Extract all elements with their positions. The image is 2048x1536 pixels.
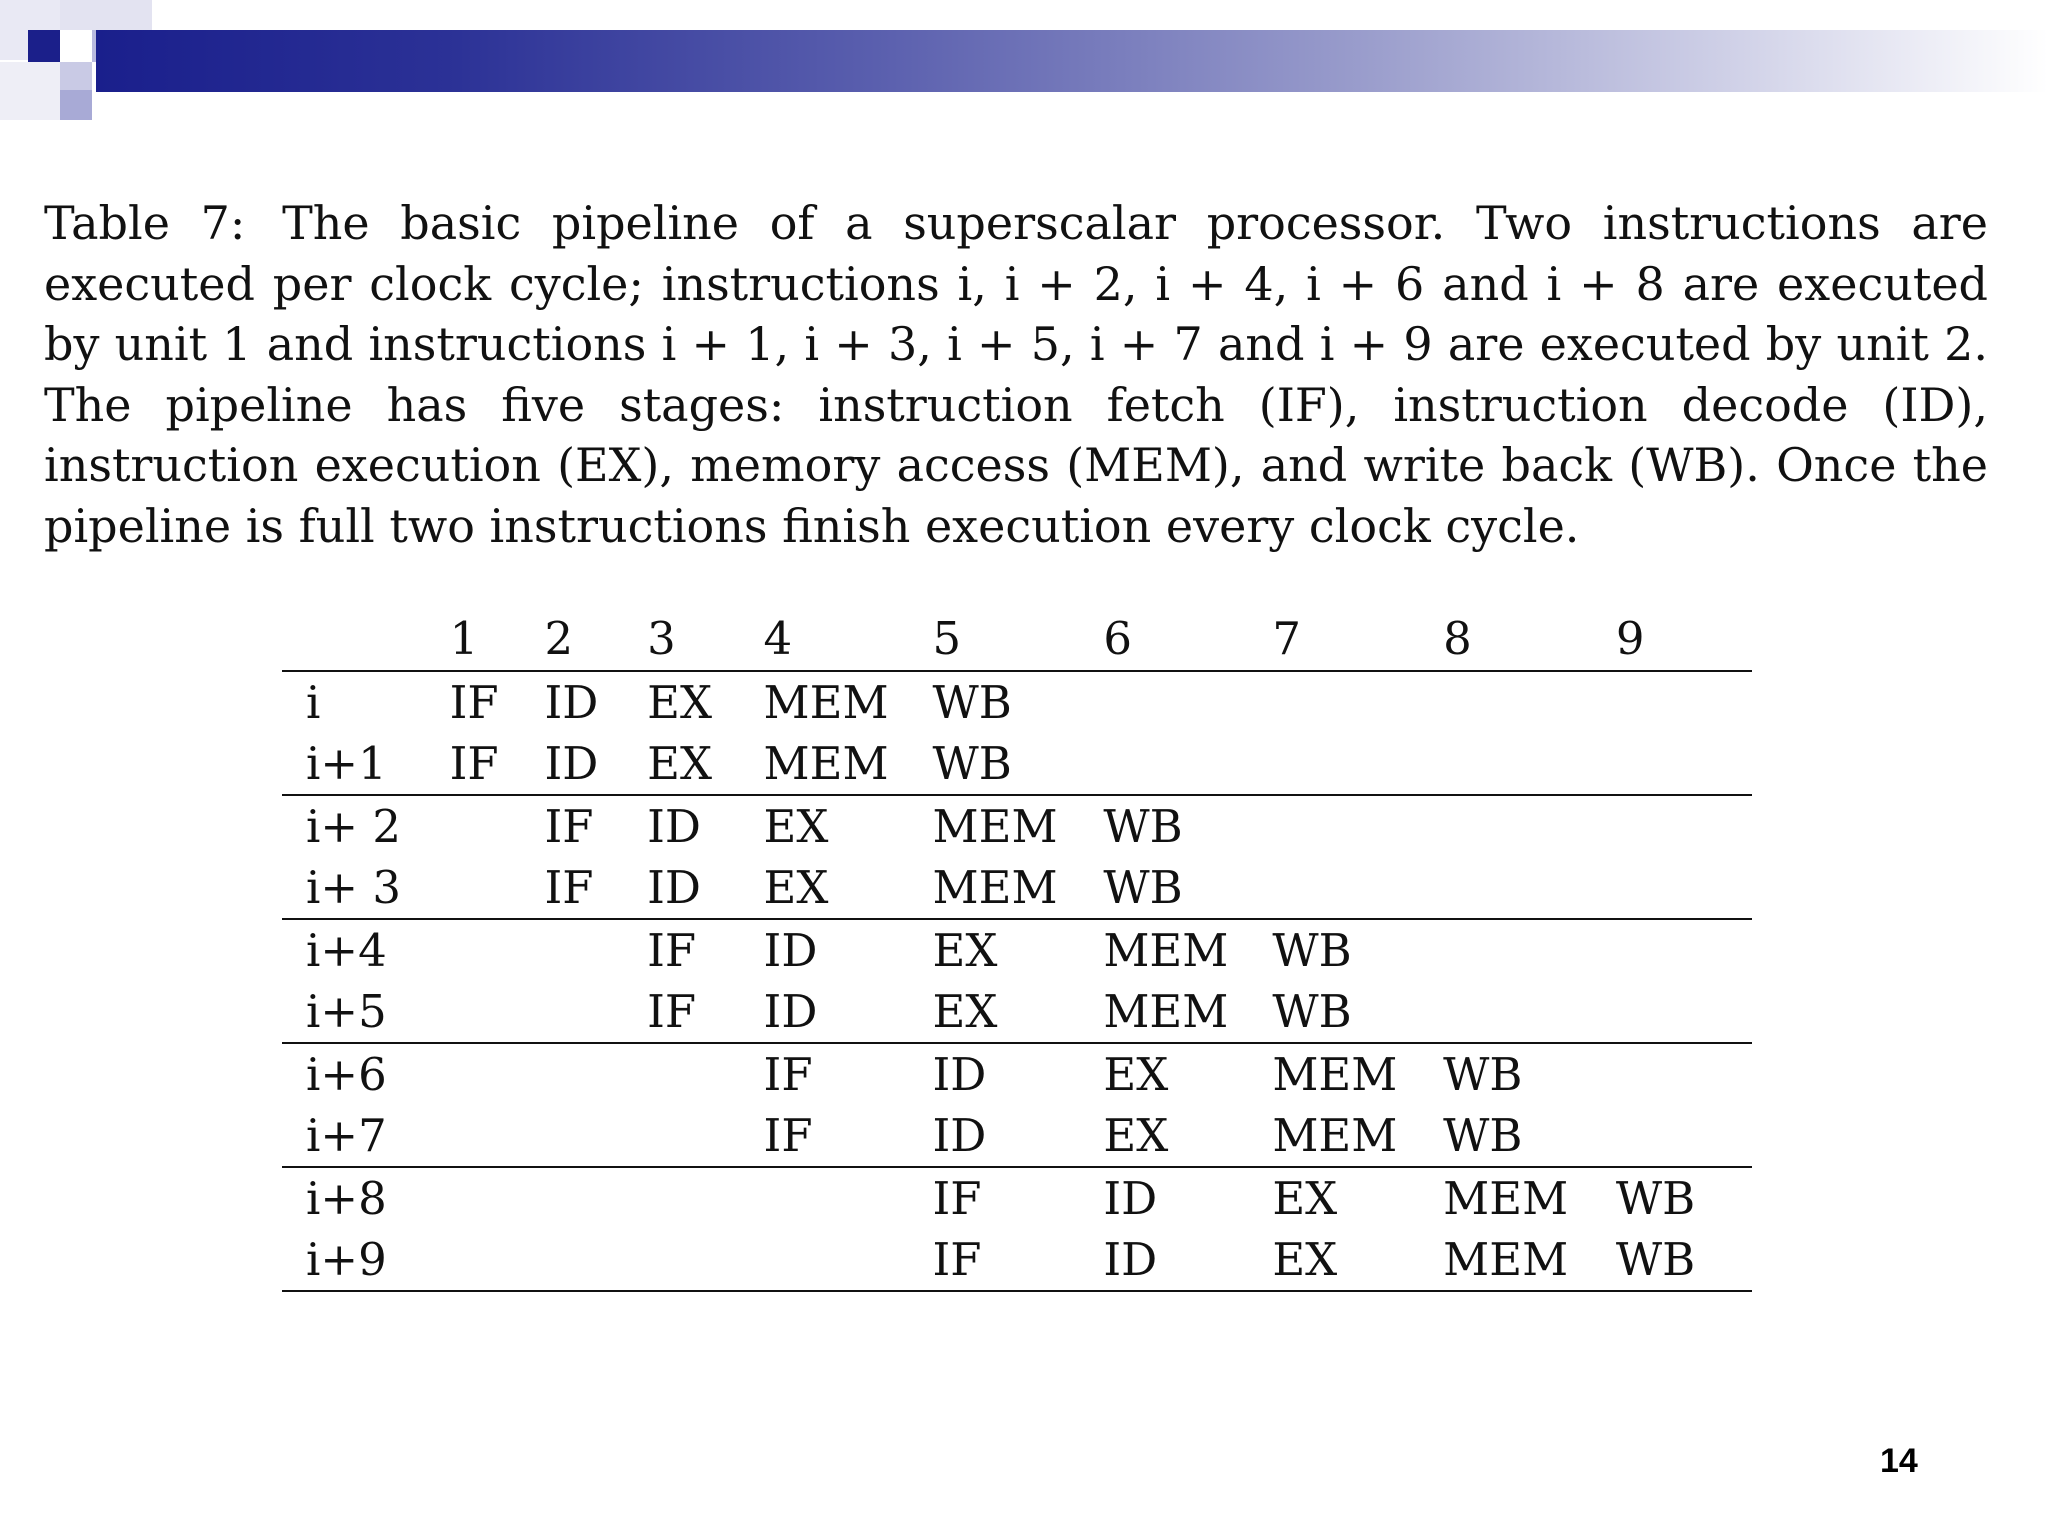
stage-cell [1443,671,1616,733]
instruction-label: i+7 [282,1105,450,1167]
stage-cell: EX [933,981,1104,1043]
stage-cell [647,1229,763,1291]
stage-cell: IF [544,800,594,853]
stage-cell: EX [1103,1105,1272,1167]
header-decoration-square [0,62,60,120]
stage-cell: EX [932,924,998,977]
stage-cell [1103,671,1272,733]
table-row [282,919,1752,981]
caption-text: The basic pipeline of a superscalar processor. Two instructions are executed per clock cycle; instructions i, i + 2, i + 4, i + 6 and i + 8 are executed by unit 1 and instructions i + 1, i + 3, i + 5, i + 7 and i + 9 are executed by unit 2. The pipeline has five stages: instruction fetch (IF), instruction decode (ID), instruction execution (EX), memory access (MEM), and write back (WB). Once the pipeline is full two instructions finish execution every clock cycle. [44,196,1988,553]
stage-cell: ID [933,1105,1104,1167]
stage-cell [450,1043,545,1105]
stage-cell [544,1229,647,1291]
table-row [282,671,1752,733]
stage-cell [544,1167,647,1229]
stage-cell: IF [449,676,499,729]
header-decoration-square [28,30,60,62]
stage-cell: IF [933,1229,1104,1291]
stage-cell [544,981,647,1043]
stage-cell: EX [1272,1229,1443,1291]
instruction-label: i+1 [282,733,450,795]
instruction-label: i+8 [306,1172,387,1225]
stage-cell: EX [764,857,933,919]
stage-cell [450,1167,545,1229]
stage-cell: WB [933,733,1104,795]
instruction-label: i+9 [282,1229,450,1291]
stage-cell: IF [647,981,763,1043]
header-decoration-square [60,90,92,120]
stage-cell [450,919,545,981]
stage-cell [1272,857,1443,919]
table-row [282,981,1752,1043]
stage-cell: MEM [933,857,1104,919]
stage-cell [450,1105,545,1167]
stage-cell [1443,733,1616,795]
stage-cell: ID [647,857,763,919]
header-gradient-bar [96,30,2048,92]
stage-cell: WB [1443,1048,1523,1101]
stage-cell [544,1043,647,1105]
stage-cell: IF [647,924,697,977]
stage-cell [1616,671,1752,733]
pipeline-table [282,606,1752,1292]
stage-cell [1616,919,1752,981]
stage-cell: ID [544,676,599,729]
stage-cell: WB [1272,924,1352,977]
stage-cell [1103,733,1272,795]
stage-cell: IF [763,1048,813,1101]
stage-cell: EX [1272,1172,1338,1225]
instruction-label: i+6 [306,1048,387,1101]
instruction-label: i+5 [282,981,450,1043]
table-row [282,1167,1752,1229]
stage-cell [450,857,545,919]
stage-cell [1616,795,1752,857]
column-header [282,606,450,671]
stage-cell: WB [1272,981,1443,1043]
stage-cell: EX [647,733,763,795]
stage-cell: EX [647,676,712,729]
column-header: 1 [450,606,545,671]
instruction-label: i+4 [306,924,387,977]
column-header: 8 [1443,606,1616,671]
column-header: 4 [764,606,933,671]
table-row [282,795,1752,857]
header-decoration-square [60,62,92,90]
stage-cell [544,919,647,981]
column-header: 2 [544,606,647,671]
stage-cell: ID [1103,1172,1158,1225]
stage-cell [647,1105,763,1167]
stage-cell: ID [647,800,701,853]
stage-cell: MEM [763,676,889,729]
stage-cell: MEM [1103,981,1272,1043]
stage-cell: ID [544,733,647,795]
stage-cell [450,795,545,857]
stage-cell: MEM [1443,1229,1616,1291]
stage-cell [1443,981,1616,1043]
stage-cell: MEM [1272,1048,1398,1101]
stage-cell [1616,981,1752,1043]
stage-cell: ID [764,981,933,1043]
table-caption [44,193,1988,556]
header-decoration-square [60,0,152,30]
stage-cell: IF [544,857,647,919]
page-number: 14 [1880,1442,1918,1480]
instruction-label: i+ 2 [306,800,402,853]
stage-cell [1616,857,1752,919]
caption-label: Table 7: [44,196,246,250]
instruction-label: i [306,676,321,729]
table-row [282,857,1752,919]
table-row [282,1043,1752,1105]
stage-cell: MEM [1103,924,1229,977]
column-header: 5 [933,606,1104,671]
column-header: 7 [1272,606,1443,671]
stage-cell [450,981,545,1043]
stage-cell: IF [932,1172,982,1225]
stage-cell [1616,1043,1752,1105]
instruction-label: i+ 3 [282,857,450,919]
stage-cell: IF [764,1105,933,1167]
stage-cell: WB [1103,800,1183,853]
column-header: 3 [647,606,763,671]
stage-cell [1272,795,1443,857]
stage-cell: WB [1616,1229,1752,1291]
table-header-row [282,606,1752,671]
stage-cell [764,1167,933,1229]
stage-cell: WB [1615,1172,1696,1225]
column-header: 6 [1103,606,1272,671]
stage-cell [1616,1105,1752,1167]
stage-cell [647,1167,763,1229]
stage-cell: MEM [1272,1105,1443,1167]
stage-cell: IF [450,733,545,795]
stage-cell [1443,857,1616,919]
table-row [282,1229,1752,1291]
stage-cell [1272,671,1443,733]
stage-cell: MEM [764,733,933,795]
stage-cell: EX [763,800,829,853]
stage-cell [1616,733,1752,795]
table-row [282,1105,1752,1167]
stage-cell: WB [932,676,1012,729]
stage-cell: MEM [932,800,1058,853]
stage-cell: WB [1103,857,1272,919]
stage-cell: ID [763,924,818,977]
stage-cell [1272,733,1443,795]
stage-cell: MEM [1443,1172,1569,1225]
stage-cell [544,1105,647,1167]
table-row [282,733,1752,795]
stage-cell [1443,795,1616,857]
pipeline-table-container [282,606,1752,1292]
stage-cell [1443,919,1616,981]
stage-cell [764,1229,933,1291]
stage-cell: EX [1103,1048,1169,1101]
stage-cell: ID [1103,1229,1272,1291]
stage-cell: WB [1443,1105,1616,1167]
stage-cell: ID [932,1048,987,1101]
stage-cell [647,1043,763,1105]
column-header: 9 [1616,606,1752,671]
stage-cell [450,1229,545,1291]
